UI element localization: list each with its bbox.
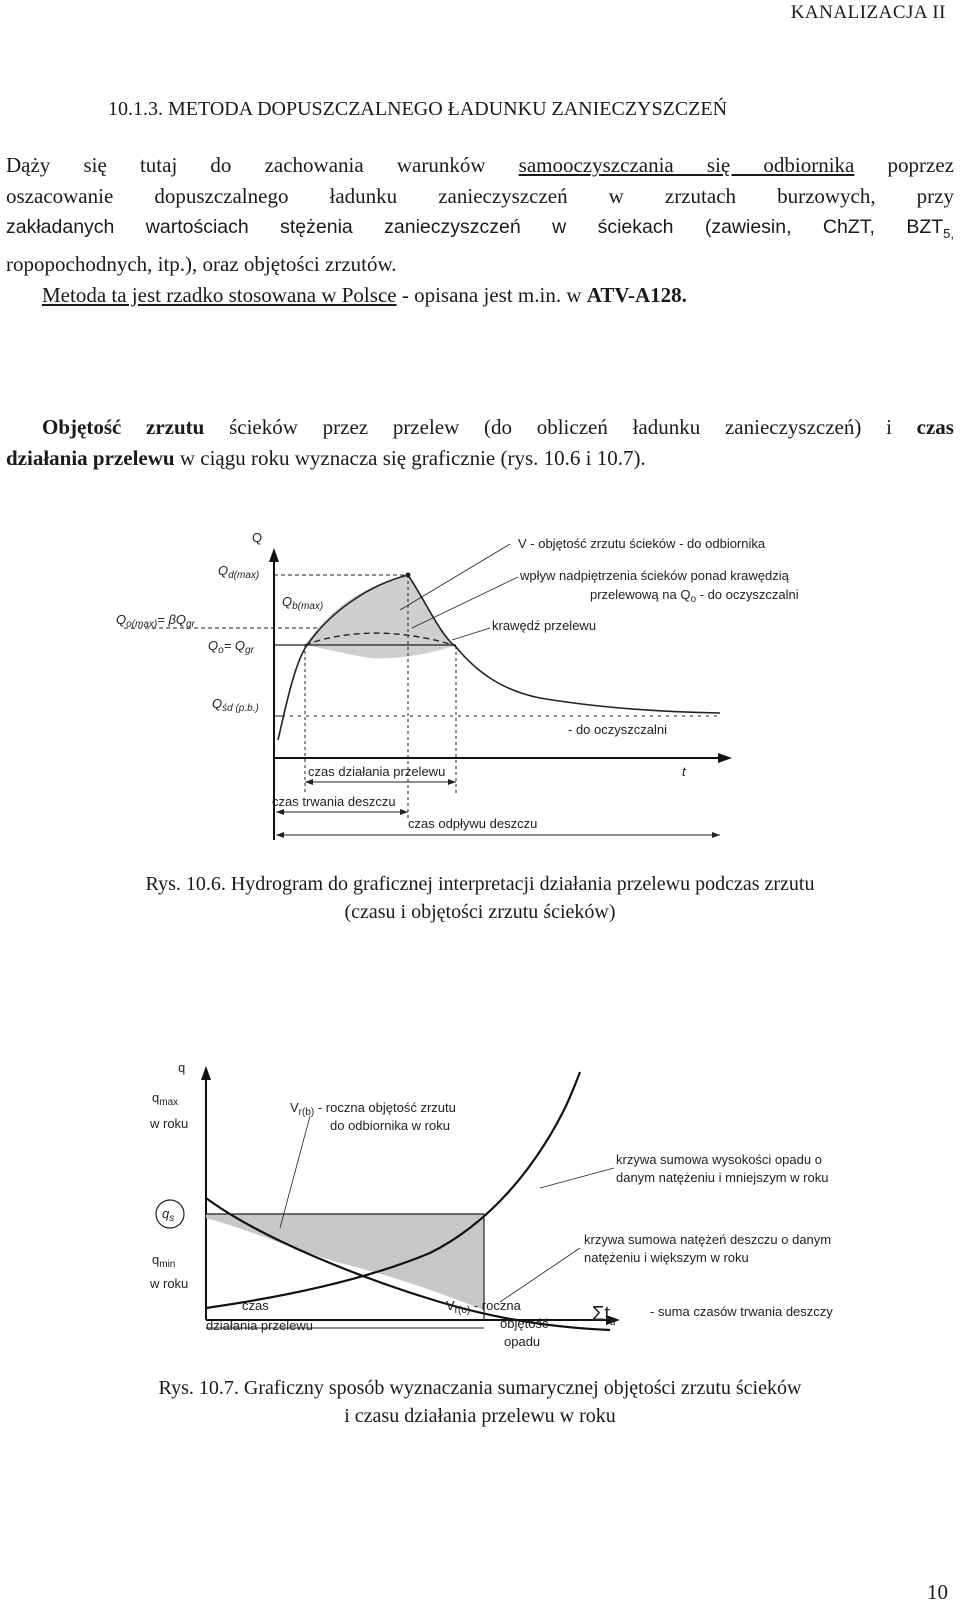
label-qmax: $q_{max}$ [152, 1090, 179, 1108]
paragraph-volume [6, 412, 954, 474]
caption-line: Rys. 10.6. Hydrogram do graficznej interpretacji działania przelewu podczas zrzutu [145, 873, 815, 895]
label-curve-opad-1: krzywa sumowa wysokości opadu o [616, 1152, 822, 1167]
caption-line: (czasu i objętości zrzutu ścieków) [344, 901, 616, 923]
arrowhead [276, 809, 284, 815]
text-run: poprzez [854, 153, 954, 177]
label-qmin-year: w roku [150, 1276, 189, 1291]
figure1-caption [0, 870, 960, 926]
para1-line1 [6, 150, 954, 181]
text-run: w ciągu roku wyznacza się graficznie (rys. 10.6 i 10.7). [174, 446, 646, 470]
bold-term: czas [916, 415, 954, 439]
note-wplyw-1: wpływ nadpiętrzenia ścieków ponad krawędzią [520, 568, 789, 583]
figure-hydrograph [100, 520, 860, 850]
arrowhead [448, 779, 456, 785]
link-metoda-rzadko[interactable]: Metoda ta jest rzadko stosowana w Polsce [42, 282, 397, 307]
axis-label-q: Q [252, 530, 263, 545]
label-vrb: $V_{r(b)}$ - roczna objętość zrzutu [290, 1100, 456, 1118]
arrowhead [400, 809, 408, 815]
label-qbmax: $Q_{b(max)}$ [282, 594, 324, 612]
label-vro: $V_{r(o)}$ - roczna [446, 1298, 521, 1316]
para1-line2: oszacowanie dopuszczalnego ładunku zanieczyszczeń w zrzutach burzowych, przy [6, 184, 954, 208]
label-qsd: $Q_{śd (p.b.)}$ [212, 696, 259, 714]
para1-line3 [6, 212, 954, 249]
section-title: 10.1.3. METODA DOPUSZCZALNEGO ŁADUNKU ZANIECZYSZCZEŃ [108, 98, 728, 120]
label-czas-przelewu: działania przelewu [206, 1318, 313, 1333]
link-samooczyszczanie[interactable]: samooczyszczania się odbiornika [518, 153, 855, 177]
label-vrb-2: do odbiornika w roku [330, 1118, 450, 1133]
label-curve-nat-2: natężeniu i większym w roku [584, 1250, 749, 1265]
label-czas: czas [242, 1298, 269, 1313]
label-qmax-year: w roku [150, 1116, 189, 1131]
subscript: 5, [943, 225, 954, 241]
bold-term: działania przelewu [6, 446, 175, 470]
x-axis-arrow [718, 753, 732, 763]
label-sum-t: $\Sigma t_d$ [592, 1303, 616, 1328]
leader-v [400, 544, 510, 610]
para1-line5 [6, 280, 954, 311]
note-krawedz: krawędź przelewu [492, 618, 597, 633]
axis-label-q: q [178, 1060, 186, 1075]
label-czas-przelew: czas działania przelewu [308, 764, 446, 779]
text-run: ścieków przez przelew (do obliczeń ładunku zanieczyszczeń) i [204, 415, 917, 439]
label-czas-odplyw: czas odpływu deszczu [408, 816, 538, 831]
caption-line: i czasu działania przelewu w roku [344, 1405, 616, 1427]
note-wplyw-2: przelewową na $Q_o$ - do oczyszczalni [590, 587, 799, 605]
text-run: Dąży się tutaj do zachowania warunków [6, 153, 519, 177]
label-qmin: $q_{min}$ [152, 1252, 176, 1270]
leader-curve1 [540, 1168, 614, 1188]
figure-cumulative-curves [140, 1058, 880, 1358]
arrowhead [712, 832, 720, 838]
leader-vrb [280, 1116, 310, 1228]
label-vro-2: objętość [500, 1316, 549, 1331]
note-oczysz: - do oczyszczalni [568, 722, 667, 737]
label-qdmax: $Q_{d(max)}$ [218, 563, 260, 581]
text-run: - opisana jest m.in. w [396, 282, 587, 307]
figure2-caption [0, 1374, 960, 1430]
label-qs: $q_s$ [162, 1206, 175, 1224]
bold-term: Objętość zrzutu [42, 415, 205, 439]
label-curve-nat-1: krzywa sumowa natężeń deszczu o danym [584, 1232, 832, 1247]
para2-line1 [6, 412, 954, 443]
label-qomax: $Q_{o(max)}= \beta Q_{gr}$ [116, 612, 195, 630]
axis-label-t: t [682, 764, 686, 779]
arrowhead [276, 832, 284, 838]
label-curve-opad-2: danym natężeniu i mniejszym w roku [616, 1170, 829, 1185]
running-header: KANALIZACJA II [790, 2, 946, 23]
label-czas-deszcz: czas trwania deszczu [272, 794, 396, 809]
y-axis-arrow [201, 1066, 211, 1080]
shaded-volume [206, 1214, 484, 1310]
bold-ref: ATV-A128. [586, 282, 687, 307]
label-qo: $Q_o= Q_{gr}$ [208, 638, 254, 656]
arrowhead [305, 779, 313, 785]
para1-line4: ropopochodnych, itp.), oraz objętości zrzutów. [6, 251, 397, 276]
y-axis-arrow [269, 548, 279, 562]
text-run: zakładanych wartościach stężenia zanieczyszczeń w ściekach (zawiesin, ChZT, BZT [6, 216, 944, 238]
label-vro-3: opadu [504, 1334, 541, 1349]
para2-line2 [6, 443, 954, 474]
leader-krawedz [452, 628, 490, 640]
paragraph-intro [6, 150, 954, 311]
leader-curve2 [500, 1248, 580, 1302]
page-number: 10 [927, 1580, 948, 1604]
note-v-volume: V - objętość zrzutu ścieków - do odbiornika [518, 536, 766, 551]
caption-line: Rys. 10.7. Graficzny sposób wyznaczania sumarycznej objętości zrzutu ścieków [158, 1377, 802, 1399]
label-sum-t-desc: - suma czasów trwania deszczy [650, 1304, 833, 1319]
